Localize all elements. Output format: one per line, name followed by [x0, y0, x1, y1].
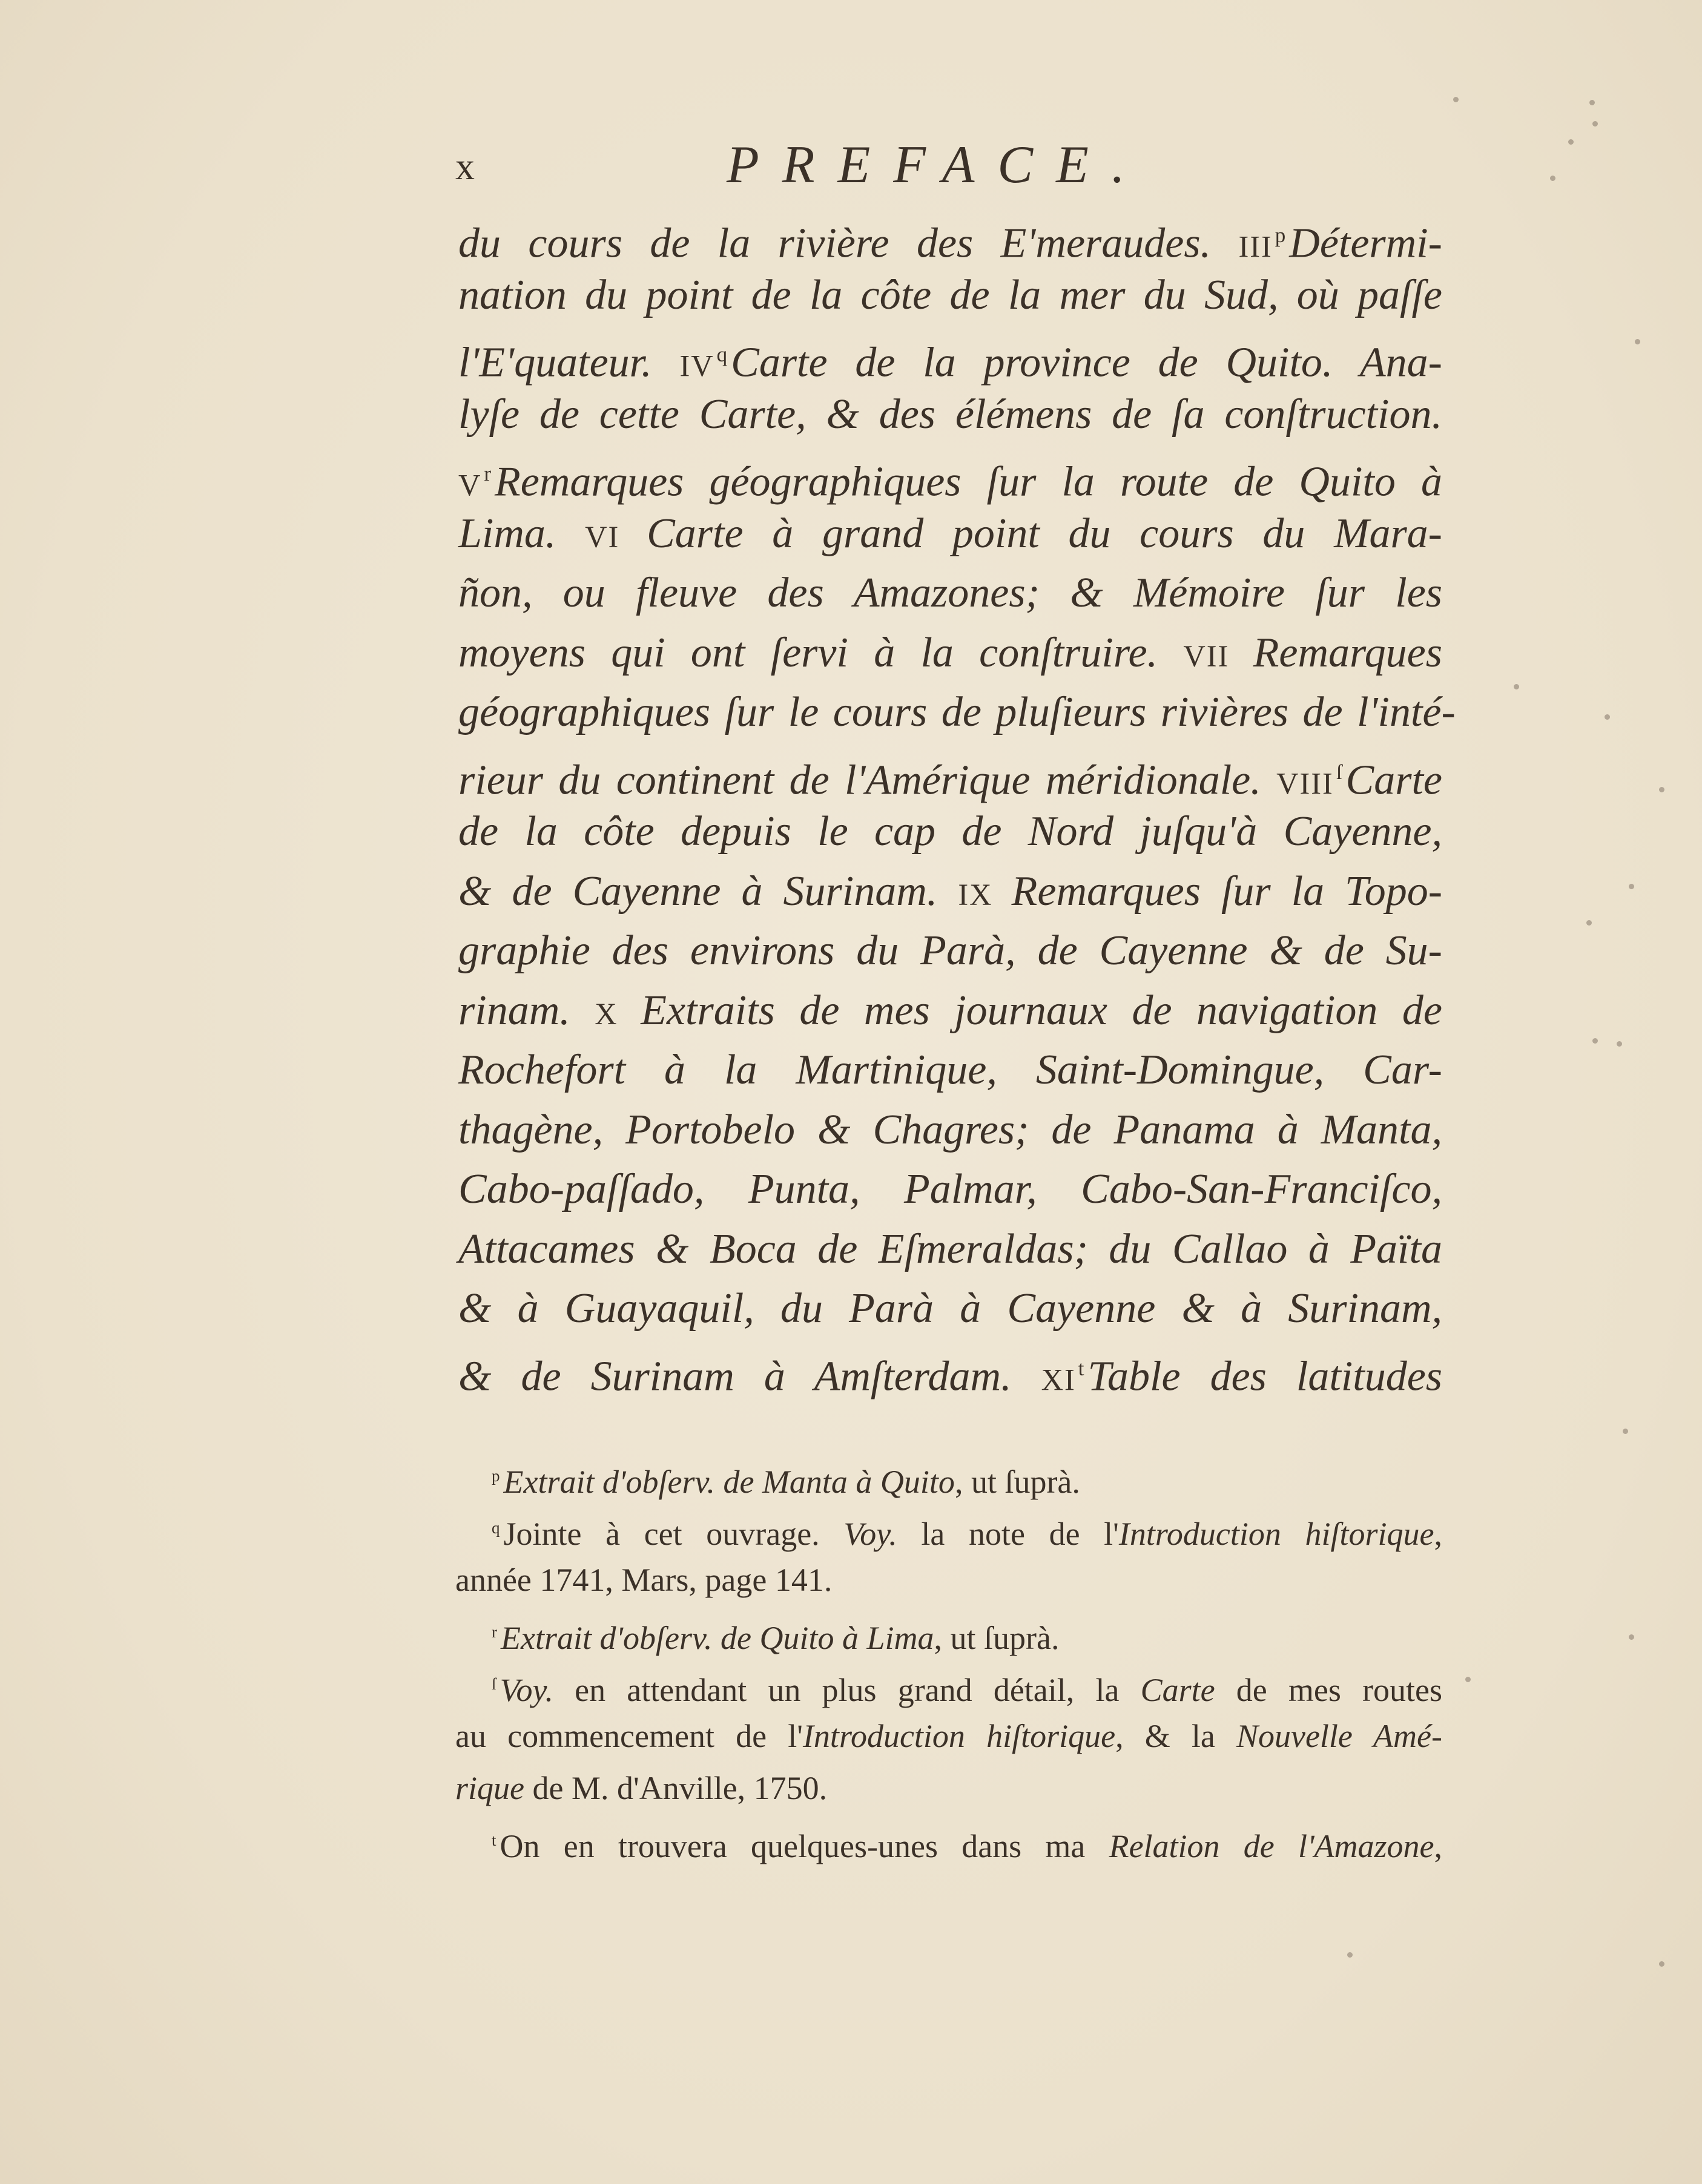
- footnote-line: [455, 1450, 1442, 1502]
- text-line: [458, 743, 1442, 803]
- speck: [1550, 176, 1555, 181]
- roman-text: IV: [679, 349, 714, 383]
- text-line: [458, 1100, 1442, 1160]
- footnote-line: [455, 1554, 1442, 1606]
- footnote-marker: t: [1078, 1356, 1084, 1380]
- italic-text: Voy.: [500, 1671, 554, 1708]
- roman-text: de M. d'Anville, 1750.: [524, 1770, 828, 1806]
- italic-text: Rochefort à la Martinique, Saint-Domingue, Car-: [458, 1047, 1442, 1093]
- italic-text: rinam.: [458, 987, 595, 1034]
- roman-text: ,: [1434, 1827, 1442, 1864]
- text-line: [458, 1279, 1442, 1339]
- italic-text: Détermi-: [1289, 220, 1442, 267]
- italic-text: Extrait d'obſerv. de Quito à Lima: [501, 1619, 934, 1656]
- speck: [1629, 1634, 1634, 1640]
- italic-text: nation du point de la côte de la mer du Sud, où paſſe: [458, 271, 1442, 318]
- text-line: [458, 564, 1442, 623]
- italic-text: & de Surinam à Amſterdam.: [458, 1353, 1041, 1400]
- roman-text: V: [458, 468, 482, 502]
- speck: [1453, 97, 1459, 102]
- text-line: [458, 862, 1442, 922]
- italic-text: rieur du continent de l'Amérique méridionale.: [458, 757, 1277, 803]
- speck: [1465, 1677, 1471, 1682]
- roman-text: , ut ſuprà.: [934, 1619, 1060, 1656]
- speck: [1623, 1429, 1628, 1434]
- italic-text: Extrait d'obſerv. de Manta à Quito: [503, 1463, 955, 1500]
- roman-text: la note de l': [897, 1515, 1119, 1552]
- italic-text: Extraits de mes journaux de navigation de: [641, 987, 1442, 1034]
- italic-text: Carte à grand point du cours du Mara-: [647, 510, 1442, 557]
- speck: [1592, 1038, 1598, 1044]
- italic-text: Voy.: [843, 1515, 897, 1552]
- main-text: [458, 206, 1456, 1400]
- speck: [1659, 787, 1664, 792]
- footnote-marker: r: [484, 462, 492, 485]
- footnote-marker: q: [716, 343, 728, 366]
- italic-text: Introduction hiſtorique: [1118, 1515, 1434, 1552]
- italic-text: de la côte depuis le cap de Nord juſqu'à Cayenne,: [458, 808, 1442, 855]
- roman-text: X: [595, 996, 641, 1031]
- text-line: [458, 504, 1442, 564]
- speck: [1605, 714, 1610, 720]
- speck: [1617, 1041, 1622, 1047]
- italic-text: Carte de la province de Quito. Ana-: [731, 339, 1442, 386]
- speck: [1514, 684, 1519, 689]
- speck: [1568, 139, 1574, 145]
- italic-text: Nouvelle Amé-: [1236, 1718, 1442, 1754]
- italic-text: Lima.: [458, 510, 585, 557]
- footnote-line: [455, 1658, 1442, 1710]
- italic-text: Relation de l'Amazone: [1109, 1827, 1434, 1864]
- roman-text: , & la: [1115, 1718, 1236, 1754]
- footnotes: [455, 1450, 1442, 1866]
- italic-text: géographiques ſur le cours de pluſieurs rivières de l'inté-: [458, 689, 1456, 735]
- footnote-marker: p: [492, 1467, 500, 1485]
- italic-text: rique: [455, 1770, 524, 1806]
- footnote-marker: ſ: [1336, 760, 1342, 784]
- text-line: [458, 444, 1442, 504]
- italic-text: graphie des environs du Parà, de Cayenne & de Su-: [458, 927, 1442, 974]
- footnote-marker: t: [492, 1831, 496, 1849]
- footnote-marker: ſ: [492, 1675, 496, 1693]
- text-line: [458, 623, 1442, 683]
- roman-text: en attendant un plus grand détail, la: [553, 1671, 1141, 1708]
- footnote-marker: p: [1275, 223, 1286, 247]
- italic-text: Attacames & Boca de Eſmeraldas; du Callao à Païta: [458, 1225, 1442, 1272]
- roman-text: IX: [958, 877, 1012, 912]
- speck: [1592, 121, 1598, 127]
- footnote-line: [455, 1502, 1442, 1554]
- italic-text: moyens qui ont ſervi à la conſtruire.: [458, 629, 1184, 676]
- text-line: [458, 266, 1442, 326]
- text-line: [458, 683, 1456, 743]
- text-line: [458, 921, 1442, 981]
- italic-text: Carte: [1140, 1671, 1215, 1708]
- speck: [1347, 1952, 1353, 1958]
- roman-text: au commencement de l': [455, 1718, 803, 1754]
- roman-text: III: [1238, 229, 1273, 264]
- text-line: [458, 1160, 1442, 1220]
- roman-text: VII: [1183, 639, 1253, 673]
- speck: [1635, 339, 1640, 344]
- italic-text: lyſe de cette Carte, & des élémens de ſa conſtruction.: [458, 390, 1442, 438]
- italic-text: thagène, Portobelo & Chagres; de Panama à Manta,: [458, 1106, 1442, 1153]
- text-line: [458, 1220, 1442, 1280]
- roman-text: VIII: [1276, 766, 1334, 800]
- roman-text: XI: [1041, 1363, 1076, 1396]
- italic-text: & de Cayenne à Surinam.: [458, 867, 958, 915]
- text-line: [458, 206, 1442, 266]
- text-line: [458, 1041, 1442, 1100]
- italic-text: Introduction hiſtorique: [802, 1718, 1116, 1754]
- footnote-line: [455, 1710, 1442, 1762]
- text-line: [458, 1339, 1442, 1399]
- speck: [1589, 100, 1595, 105]
- italic-text: Remarques ſur la Topo-: [1011, 867, 1443, 915]
- speck: [1629, 884, 1634, 889]
- italic-text: ñon, ou fleuve des Amazones; & Mémoire ſur les: [458, 570, 1442, 616]
- italic-text: l'E'quateur.: [458, 339, 680, 386]
- text-line: [458, 802, 1442, 862]
- italic-text: Table des latitudes: [1087, 1353, 1443, 1400]
- footnote-line: [455, 1814, 1442, 1866]
- page-number: x: [455, 145, 475, 188]
- text-line: [458, 385, 1442, 445]
- roman-text: , ut ſuprà.: [954, 1463, 1080, 1500]
- italic-text: Cabo-paſſado, Punta, Palmar, Cabo-San-Franciſco,: [458, 1166, 1442, 1212]
- text-line: [458, 325, 1442, 385]
- speck: [1586, 920, 1592, 926]
- footnote-line: [455, 1762, 1442, 1814]
- footnote-marker: r: [492, 1623, 497, 1641]
- roman-text: année 1741, Mars, page 141.: [455, 1562, 833, 1598]
- speck: [1659, 1961, 1664, 1967]
- footnote-marker: q: [492, 1519, 500, 1537]
- roman-text: de mes routes: [1215, 1671, 1443, 1708]
- roman-text: Jointe à cet ouvrage.: [503, 1515, 844, 1552]
- running-title: PREFACE.: [727, 136, 1148, 194]
- roman-text: On en trouvera quelques-unes dans ma: [500, 1827, 1109, 1864]
- roman-text: ,: [1434, 1515, 1443, 1552]
- italic-text: Remarques géographiques ſur la route de Quito à: [495, 458, 1442, 505]
- text-line: [458, 981, 1442, 1041]
- italic-text: Remarques: [1253, 629, 1442, 676]
- italic-text: Carte: [1345, 757, 1442, 803]
- roman-text: VI: [585, 519, 647, 554]
- footnote-line: [455, 1606, 1442, 1658]
- italic-text: & à Guayaquil, du Parà à Cayenne & à Surinam,: [458, 1285, 1442, 1332]
- italic-text: du cours de la rivière des E'meraudes.: [458, 220, 1239, 267]
